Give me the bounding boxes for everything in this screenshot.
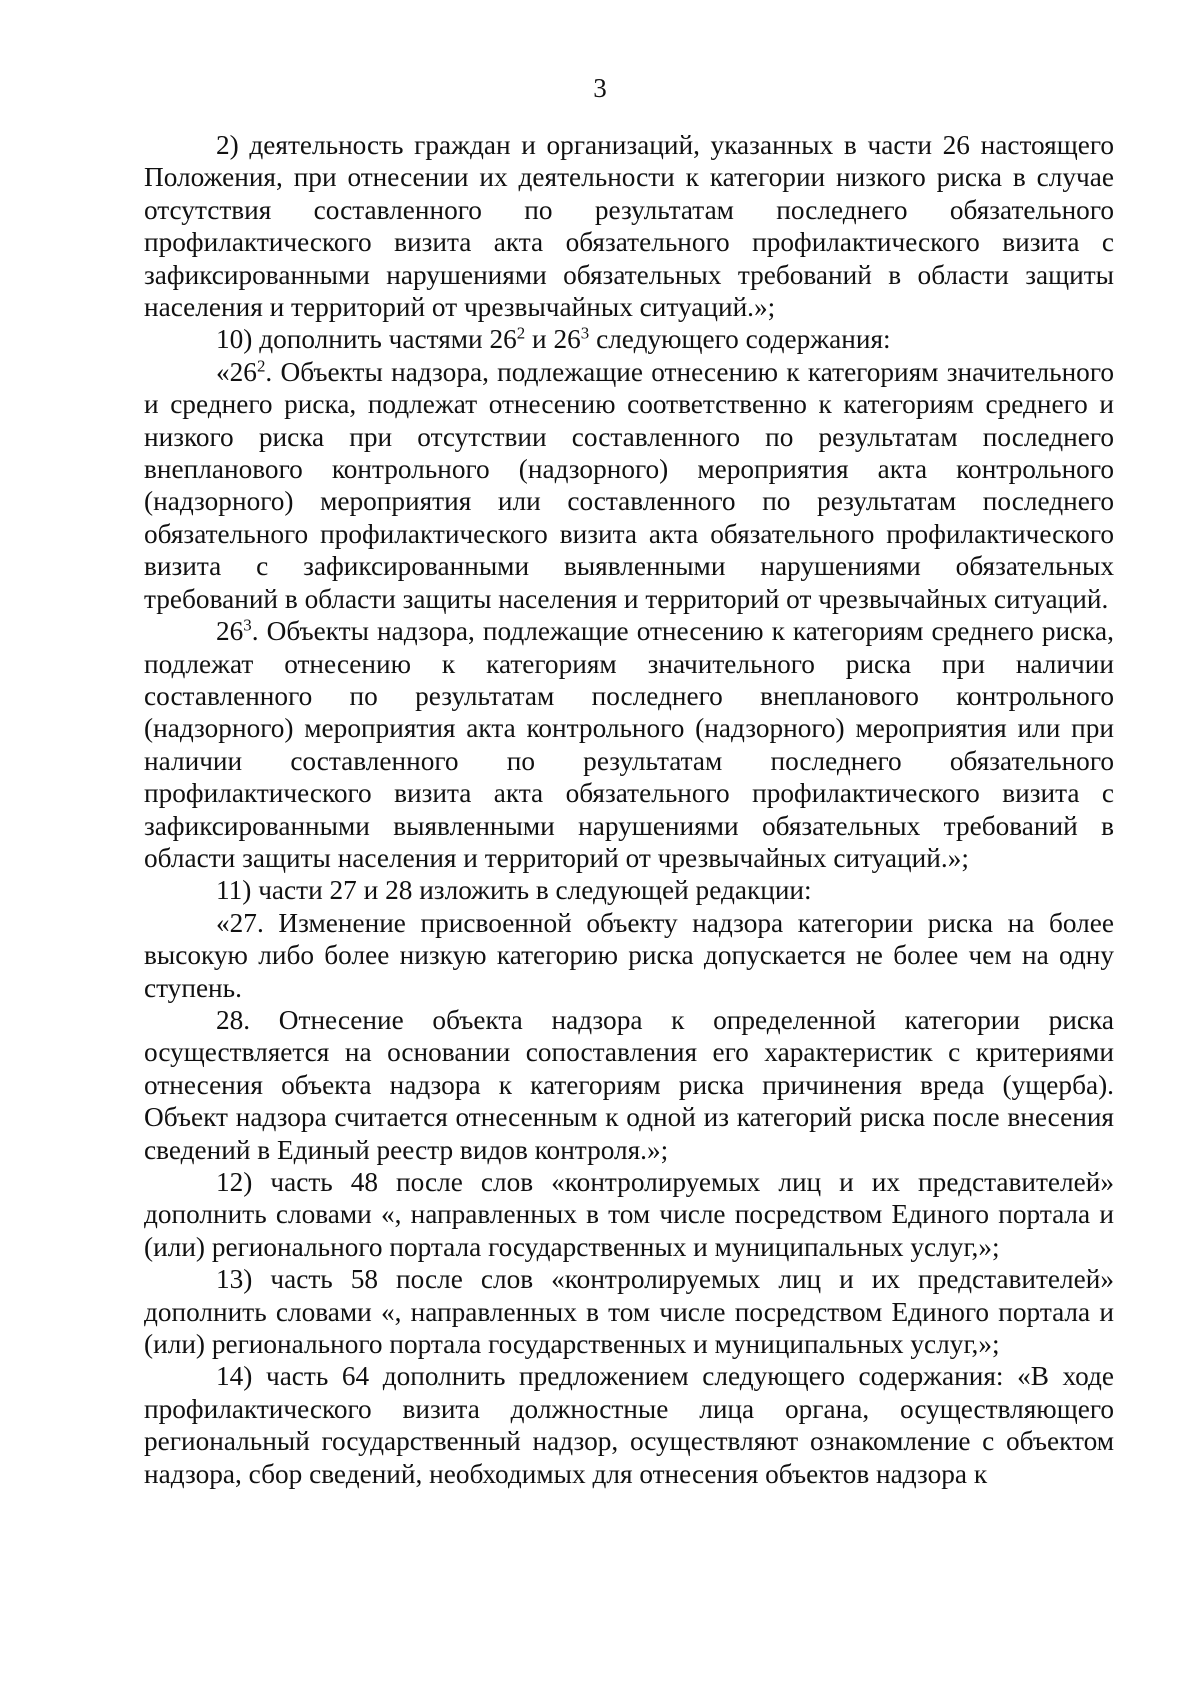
paragraph-text: . Объекты надзора, подлежащие отнесению к категориям среднего риска, подлежат отнесению к категориям значительного риска при наличии составленного по результатам последнего внепланового контрольного (надзорного) мероприятия акта контрольного (надзорного) мероприятия или при наличии составленного по результатам последнего обязательного профилактического визита акта обязательного профилактического визита с зафиксированными выявленными нарушениями обязательных требований в области защиты населения и территорий от чрезвычайных ситуаций.»; xyxy=(144,616,1114,873)
paragraph-item-10 xyxy=(144,323,1114,355)
page-number: 3 xyxy=(593,73,607,103)
superscript: 2 xyxy=(516,324,526,344)
paragraph-text: и 26 xyxy=(525,324,581,355)
paragraph-text: «26 xyxy=(216,356,257,387)
paragraph-text: 10) дополнить частями 26 xyxy=(216,324,517,355)
paragraph-part-27: «27. Изменение присвоенной объекту надзора категории риска на более высокую либо более низкую категорию риска допускается не более чем на одну ступень. xyxy=(144,907,1114,1003)
superscript: 3 xyxy=(243,615,252,635)
paragraph-item-13: 13) часть 58 после слов «контролируемых лиц и их представителей» дополнить словами «, направленных в том числе посредством Единого портала и (или) регионального портала государственных и муниципальных услуг,»; xyxy=(144,1264,1114,1360)
superscript: 2 xyxy=(256,356,266,376)
paragraph-part-26-3 xyxy=(144,615,1114,874)
paragraph-item-2: 2) деятельность граждан и организаций, указанных в части 26 настоящего Положения, при отнесении их деятельности к категории низкого риска в случае отсутствия составленного по результатам последнего обязательного профилактического визита акта обязательного профилактического визита с зафиксированными нарушениями обязательных требований в области защиты населения и территорий от чрезвычайных ситуаций.»; xyxy=(144,130,1114,323)
paragraph-text: следующего содержания: xyxy=(589,324,891,355)
paragraph-part-26-2 xyxy=(144,356,1114,615)
paragraph-item-14: 14) часть 64 дополнить предложением следующего содержания: «В ходе профилактического визита должностные лица органа, осуществляющего региональный государственный надзор, осуществляют ознакомление с объектом надзора, сбор сведений, необходимых для отнесения объектов надзора к xyxy=(144,1361,1114,1489)
document-body xyxy=(144,129,1114,1490)
paragraph-item-12: 12) часть 48 после слов «контролируемых лиц и их представителей» дополнить словами «, направленных в том числе посредством Единого портала и (или) регионального портала государственных и муниципальных услуг,»; xyxy=(144,1167,1114,1262)
paragraph-item-11: 11) части 27 и 28 изложить в следующей редакции: xyxy=(216,875,812,906)
paragraph-text: 26 xyxy=(216,616,244,647)
superscript: 3 xyxy=(580,324,590,344)
paragraph-text: . Объекты надзора, подлежащие отнесению к категориям значительного и среднего риска, подлежат отнесению соответственно к категориям среднего и низкого риска при отсутствии составленного по результатам последнего внепланового контрольного (надзорного) мероприятия акта контрольного (надзорного) мероприятия или составленного по результатам последнего обязательного профилактического визита акта обязательного профилактического визита с зафиксированными выявленными нарушениями обязательных требований в области защиты населения и территорий от чрезвычайных ситуаций. xyxy=(144,356,1114,614)
paragraph-part-28: 28. Отнесение объекта надзора к определенной категории риска осуществляется на основании сопоставления его характеристик с критериями отнесения объекта надзора к категориям риска причинения вреда (ущерба). Объект надзора считается отнесенным к одной из категорий риска после внесения сведений в Единый реестр видов контроля.»; xyxy=(144,1004,1114,1165)
